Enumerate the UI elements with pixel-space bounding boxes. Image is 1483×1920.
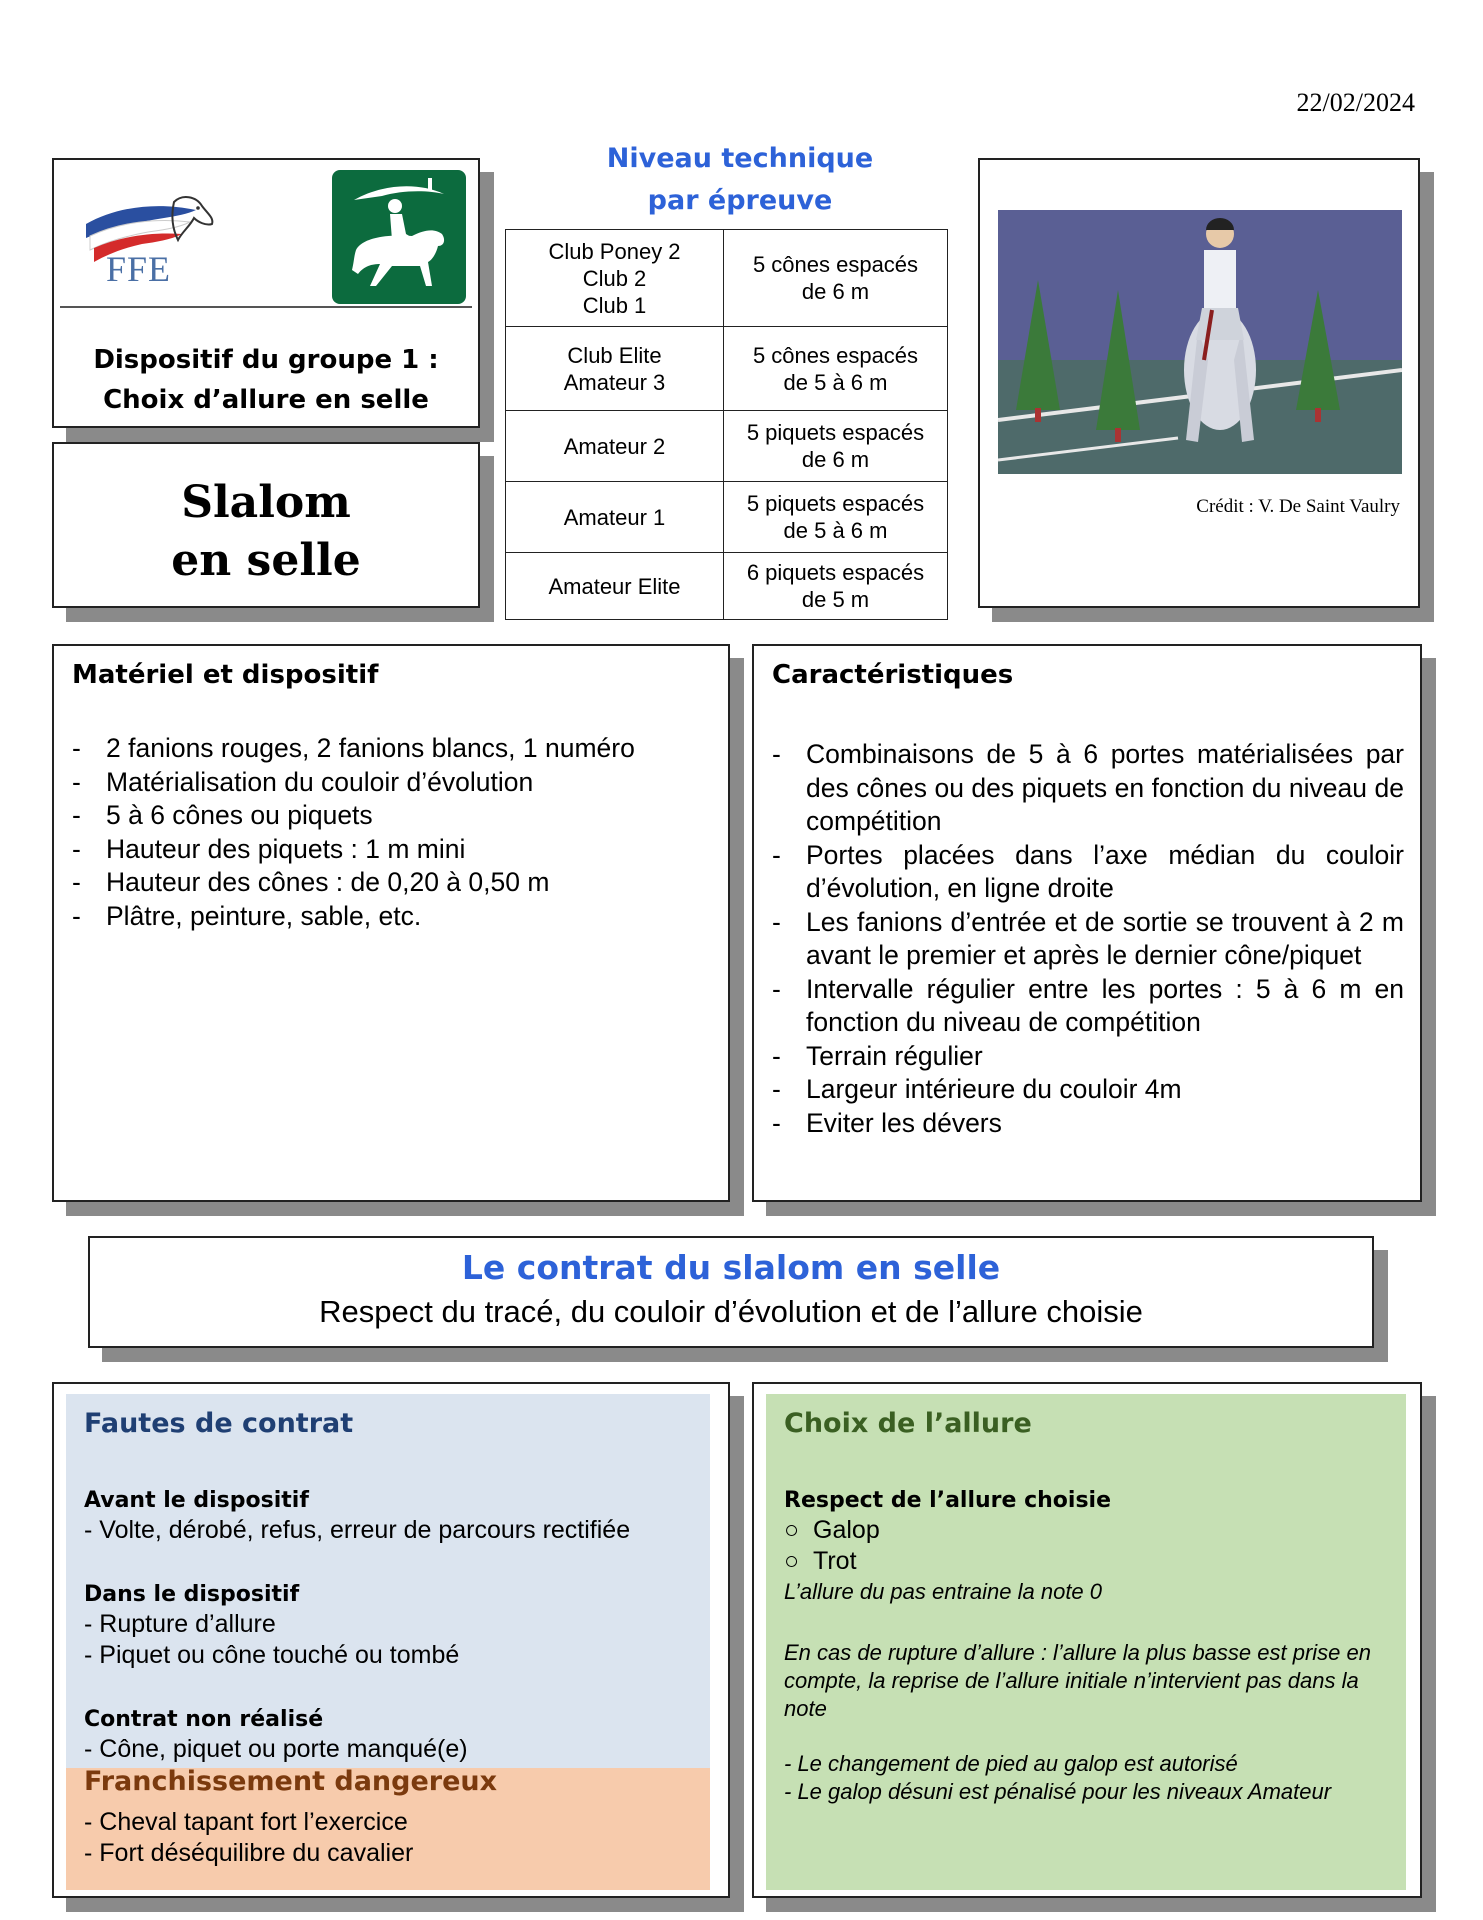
table-row bbox=[506, 553, 948, 620]
pace-option-label: Galop bbox=[813, 1516, 880, 1544]
table-row bbox=[506, 327, 948, 411]
circle-bullet-icon: ○ bbox=[784, 1516, 800, 1544]
horse-rider-icon bbox=[332, 170, 466, 304]
in-item: - Rupture d’allure bbox=[84, 1610, 276, 1638]
level-title-line1: Niveau technique bbox=[606, 143, 874, 174]
level-table bbox=[505, 229, 948, 620]
group-title bbox=[54, 340, 478, 420]
exercise-title bbox=[54, 474, 478, 590]
level-cell: Amateur 1 bbox=[506, 482, 724, 553]
change-note: - Le changement de pied au galop est autorisé bbox=[784, 1751, 1238, 1776]
level-table-title bbox=[505, 138, 975, 222]
level-title-line2: par épreuve bbox=[647, 185, 833, 216]
list-item: - Matérialisation du couloir d’évolution bbox=[72, 766, 710, 800]
contract-subtitle: Respect du tracé, du couloir d’évolution et de l’allure choisie bbox=[319, 1294, 1143, 1329]
level-cell: Club Elite Amateur 3 bbox=[506, 327, 724, 411]
setup-cell: 5 piquets espacés de 5 à 6 m bbox=[724, 482, 948, 553]
table-row bbox=[506, 482, 948, 553]
list-item: - Largeur intérieure du couloir 4m bbox=[772, 1073, 1404, 1107]
danger-title: Franchissement dangereux bbox=[84, 1766, 498, 1797]
faults-title: Fautes de contrat bbox=[84, 1408, 354, 1439]
pace-panel bbox=[766, 1394, 1406, 1890]
before-item: - Volte, dérobé, refus, erreur de parcours rectifiée bbox=[84, 1516, 631, 1544]
characteristics-list bbox=[772, 738, 1404, 1140]
material-card bbox=[52, 644, 730, 1202]
danger-panel bbox=[66, 1768, 710, 1890]
list-item: - Plâtre, peinture, sable, etc. bbox=[72, 900, 710, 934]
divider bbox=[60, 306, 472, 308]
group-header-card bbox=[52, 158, 480, 428]
pace-option-label: Trot bbox=[813, 1547, 857, 1575]
list-item: - 5 à 6 cônes ou piquets bbox=[72, 799, 710, 833]
faults-panel bbox=[66, 1394, 710, 1768]
pace-option bbox=[784, 1547, 857, 1576]
group-title-line2: Choix d’allure en selle bbox=[103, 385, 429, 415]
list-item: - Hauteur des cônes : de 0,20 à 0,50 m bbox=[72, 866, 710, 900]
danger-item: - Fort déséquilibre du cavalier bbox=[84, 1839, 414, 1867]
setup-cell: 5 piquets espacés de 6 m bbox=[724, 411, 948, 482]
not-title: Contrat non réalisé bbox=[84, 1707, 324, 1732]
characteristics-card bbox=[752, 644, 1422, 1202]
circle-bullet-icon: ○ bbox=[784, 1547, 800, 1575]
disunited-note: - Le galop désuni est pénalisé pour les niveaux Amateur bbox=[784, 1779, 1332, 1804]
list-item: - Terrain régulier bbox=[772, 1040, 1404, 1074]
image-credit: Crédit : V. De Saint Vaulry bbox=[1196, 496, 1400, 517]
ffe-logo-text: FFE bbox=[106, 249, 172, 289]
list-item: - 2 fanions rouges, 2 fanions blancs, 1 numéro bbox=[72, 732, 710, 766]
exercise-title-line2: en selle bbox=[171, 535, 361, 586]
before-title: Avant le dispositif bbox=[84, 1488, 309, 1513]
contract-card bbox=[88, 1236, 1374, 1348]
in-title: Dans le dispositif bbox=[84, 1582, 300, 1607]
level-cell: Club Poney 2 Club 2 Club 1 bbox=[506, 230, 724, 327]
table-row bbox=[506, 230, 948, 327]
list-item: - Eviter les dévers bbox=[772, 1107, 1404, 1141]
exercise-title-line1: Slalom bbox=[181, 477, 351, 528]
pace-option bbox=[784, 1516, 880, 1545]
level-cell: Amateur Elite bbox=[506, 553, 724, 620]
in-item: - Piquet ou cône touché ou tombé bbox=[84, 1641, 460, 1669]
document-date: 22/02/2024 bbox=[1296, 88, 1415, 117]
pace-card bbox=[752, 1382, 1422, 1898]
group-title-line1: Dispositif du groupe 1 : bbox=[93, 345, 439, 375]
level-cell: Amateur 2 bbox=[506, 411, 724, 482]
material-title: Matériel et dispositif bbox=[72, 660, 379, 690]
setup-cell: 5 cônes espacés de 5 à 6 m bbox=[724, 327, 948, 411]
material-list bbox=[72, 732, 710, 933]
list-item: - Portes placées dans l’axe médian du couloir d’évolution, en ligne droite bbox=[772, 839, 1404, 906]
respect-title: Respect de l’allure choisie bbox=[784, 1488, 1112, 1513]
characteristics-title: Caractéristiques bbox=[772, 660, 1014, 690]
list-item: - Intervalle régulier entre les portes : 5 à 6 m en fonction du niveau de compétition bbox=[772, 973, 1404, 1040]
illustration-card bbox=[978, 158, 1420, 608]
list-item: - Les fanions d’entrée et de sortie se trouvent à 2 m avant le premier et après le dernier cône/piquet bbox=[772, 906, 1404, 973]
setup-cell: 5 cônes espacés de 6 m bbox=[724, 230, 948, 327]
contract-title: Le contrat du slalom en selle bbox=[461, 1248, 1001, 1287]
pace-title: Choix de l’allure bbox=[784, 1408, 1032, 1439]
list-item: - Combinaisons de 5 à 6 portes matérialisées par des cônes ou des piquets en fonction du niveau de compétition bbox=[772, 738, 1404, 839]
danger-item: - Cheval tapant fort l’exercice bbox=[84, 1808, 408, 1836]
setup-cell: 6 piquets espacés de 5 m bbox=[724, 553, 948, 620]
break-note: En cas de rupture d’allure : l’allure la plus basse est prise en compte, la reprise de l’allure initiale n’intervient pas dans la note bbox=[784, 1640, 1371, 1721]
table-row bbox=[506, 411, 948, 482]
list-item: - Hauteur des piquets : 1 m mini bbox=[72, 833, 710, 867]
faults-card bbox=[52, 1382, 730, 1898]
walk-note: L’allure du pas entraine la note 0 bbox=[784, 1579, 1103, 1604]
not-item: - Cône, piquet ou porte manqué(e) bbox=[84, 1735, 468, 1763]
exercise-name-card bbox=[52, 442, 480, 608]
slalom-illustration bbox=[998, 210, 1402, 474]
